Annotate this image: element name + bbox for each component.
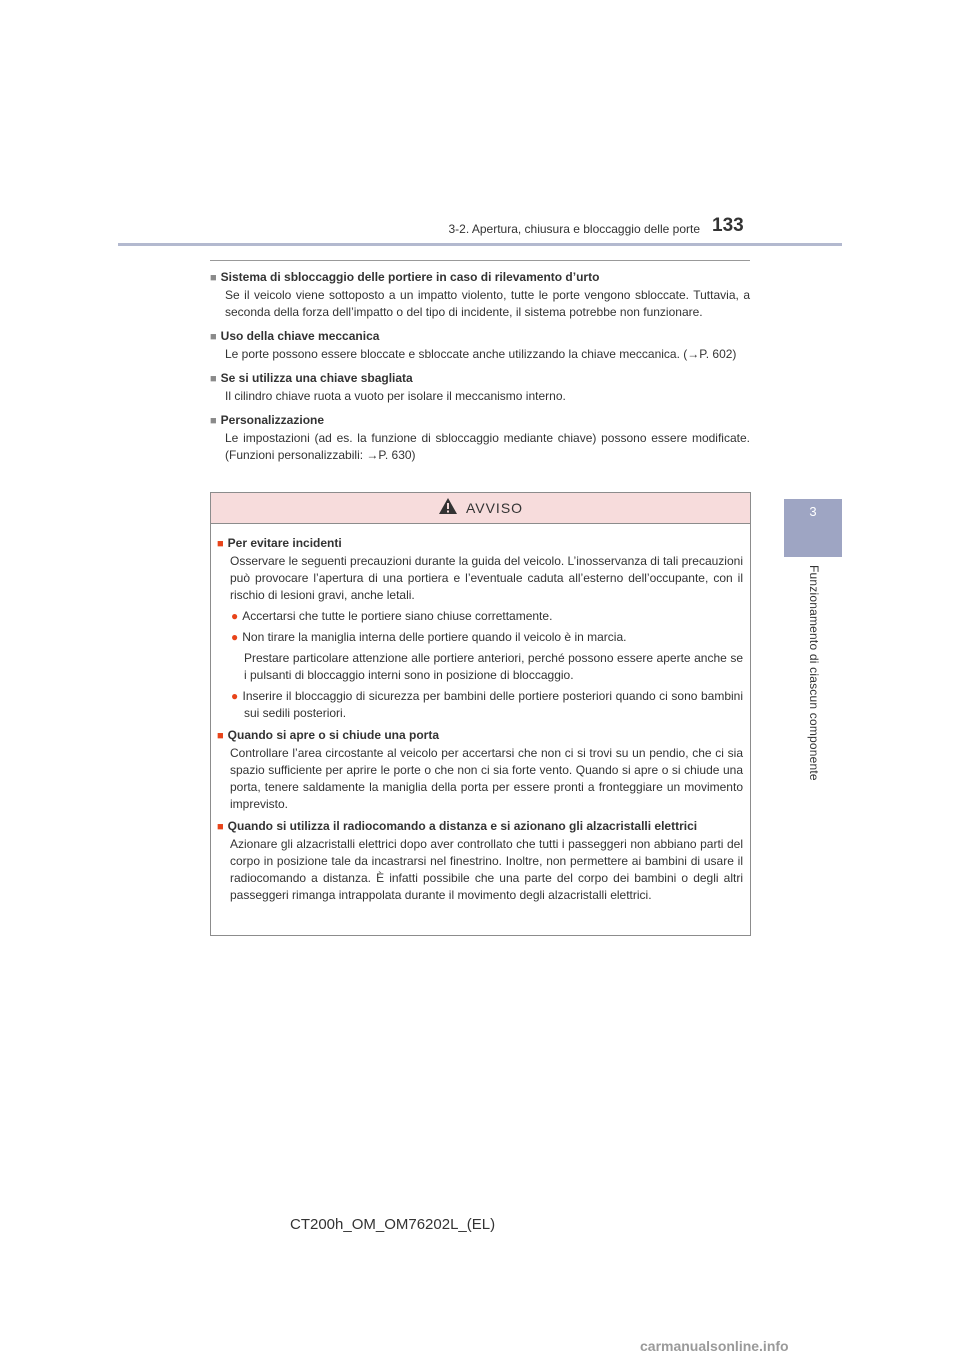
note-item — [210, 370, 750, 405]
warning-title: AVVISO — [465, 500, 524, 516]
warning-bullet: ● Accertarsi che tutte le portiere siano chiuse correttamente. — [231, 609, 553, 623]
notes-section — [210, 269, 750, 471]
warning-box — [210, 492, 751, 936]
circle-bullet-icon: ● — [231, 630, 239, 644]
page-number: 133 — [712, 215, 744, 236]
warning-section — [217, 535, 743, 722]
note-item — [210, 328, 750, 363]
circle-bullet-icon: ● — [231, 609, 239, 623]
warning-triangle-icon — [438, 497, 458, 520]
note-body: Le impostazioni (ad es. la funzione di sbloccaggio mediante chiave) possono essere modificate. (Funzioni personalizzabili: →P. 630) — [225, 431, 750, 462]
square-bullet-icon: ■ — [217, 730, 224, 742]
square-bullet-icon: ■ — [210, 415, 217, 427]
warning-bullet: ● Non tirare la maniglia interna delle portiere quando il veicolo è in marcia. — [231, 630, 627, 644]
square-bullet-icon: ■ — [210, 272, 217, 284]
warning-bullet-continuation: Prestare particolare attenzione alle portiere anteriori, perché possono essere aperte anche se i pulsanti di bloccaggio interni sono in posizione di bloccaggio. — [244, 651, 743, 682]
header-divider — [118, 243, 842, 246]
watermark: carmanualsonline.info — [640, 1338, 789, 1354]
square-bullet-icon: ■ — [210, 331, 217, 343]
square-bullet-icon: ■ — [217, 538, 224, 550]
warning-section — [217, 818, 743, 904]
note-body: Se il veicolo viene sottoposto a un impatto violento, tutte le porte vengono sbloccate. Tuttavia, a seconda della forza dell’impatto o del tipo di incidente, il sistema potrebbe non funzionare. — [225, 288, 750, 319]
warning-bullet: ● Inserire il bloccaggio di sicurezza per bambini delle portiere posteriori quando ci sono bambini sui sedili posteriori. — [231, 689, 744, 720]
warning-section-title: Quando si utilizza il radiocomando a distanza e si azionano gli alzacristalli elettrici — [227, 819, 698, 833]
warning-content — [211, 524, 750, 904]
note-title: Sistema di sbloccaggio delle portiere in caso di rilevamento d’urto — [220, 270, 600, 284]
note-item — [210, 269, 750, 321]
chapter-number: 3 — [809, 504, 817, 519]
warning-section-title: Quando si apre o si chiude una porta — [227, 728, 440, 742]
section-title: 3-2. Apertura, chiusura e bloccaggio delle porte — [448, 222, 700, 236]
square-bullet-icon: ■ — [210, 373, 217, 385]
note-title: Uso della chiave meccanica — [220, 329, 380, 343]
warning-section — [217, 727, 743, 813]
chapter-label: Funzionamento di ciascun componente — [807, 565, 821, 781]
warning-section-body: Osservare le seguenti precauzioni durante la guida del veicolo. L’inosservanza di tali precauzioni può provocare l’apertura di una portiera e l’eventuale caduta all’esterno dell’occupante, con il rischio di lesioni gravi, anche letali. — [230, 554, 743, 602]
square-bullet-icon: ■ — [217, 821, 224, 833]
content-divider — [210, 260, 750, 261]
note-title: Personalizzazione — [220, 413, 325, 427]
warning-section-body: Azionare gli alzacristalli elettrici dopo aver controllato che tutti i passeggeri non abbiano parti del corpo in posizione tale da incastrarsi nel finestrino. Inoltre, non permettere ai bambini di usare il radiocomando a distanza. È infatti possibile che una parte del corpo dei bambini o degli altri passeggeri rimanga intrappolata durante il movimento degli alzacristalli elettrici. — [230, 837, 743, 902]
note-item — [210, 412, 750, 464]
note-body: Le porte possono essere bloccate e sbloccate anche utilizzando la chiave meccanica. (→P. 602) — [225, 347, 737, 361]
warning-section-title: Per evitare incidenti — [227, 536, 342, 550]
note-body: Il cilindro chiave ruota a vuoto per isolare il meccanismo interno. — [225, 389, 566, 403]
circle-bullet-icon: ● — [231, 689, 239, 703]
warning-header — [211, 493, 750, 524]
warning-section-body: Controllare l’area circostante al veicolo per accertarsi che non ci si trovi su un pendio, che ci sia spazio sufficiente per aprire le porte o che non ci sia forte vento. Quando si apre o si chiude una porta, tenere saldamente la maniglia della porta per essere pronti a fronteggiare un movimento imprevisto. — [230, 746, 743, 811]
note-title: Se si utilizza una chiave sbagliata — [220, 371, 413, 385]
document-code: CT200h_OM_OM76202L_(EL) — [290, 1216, 496, 1233]
